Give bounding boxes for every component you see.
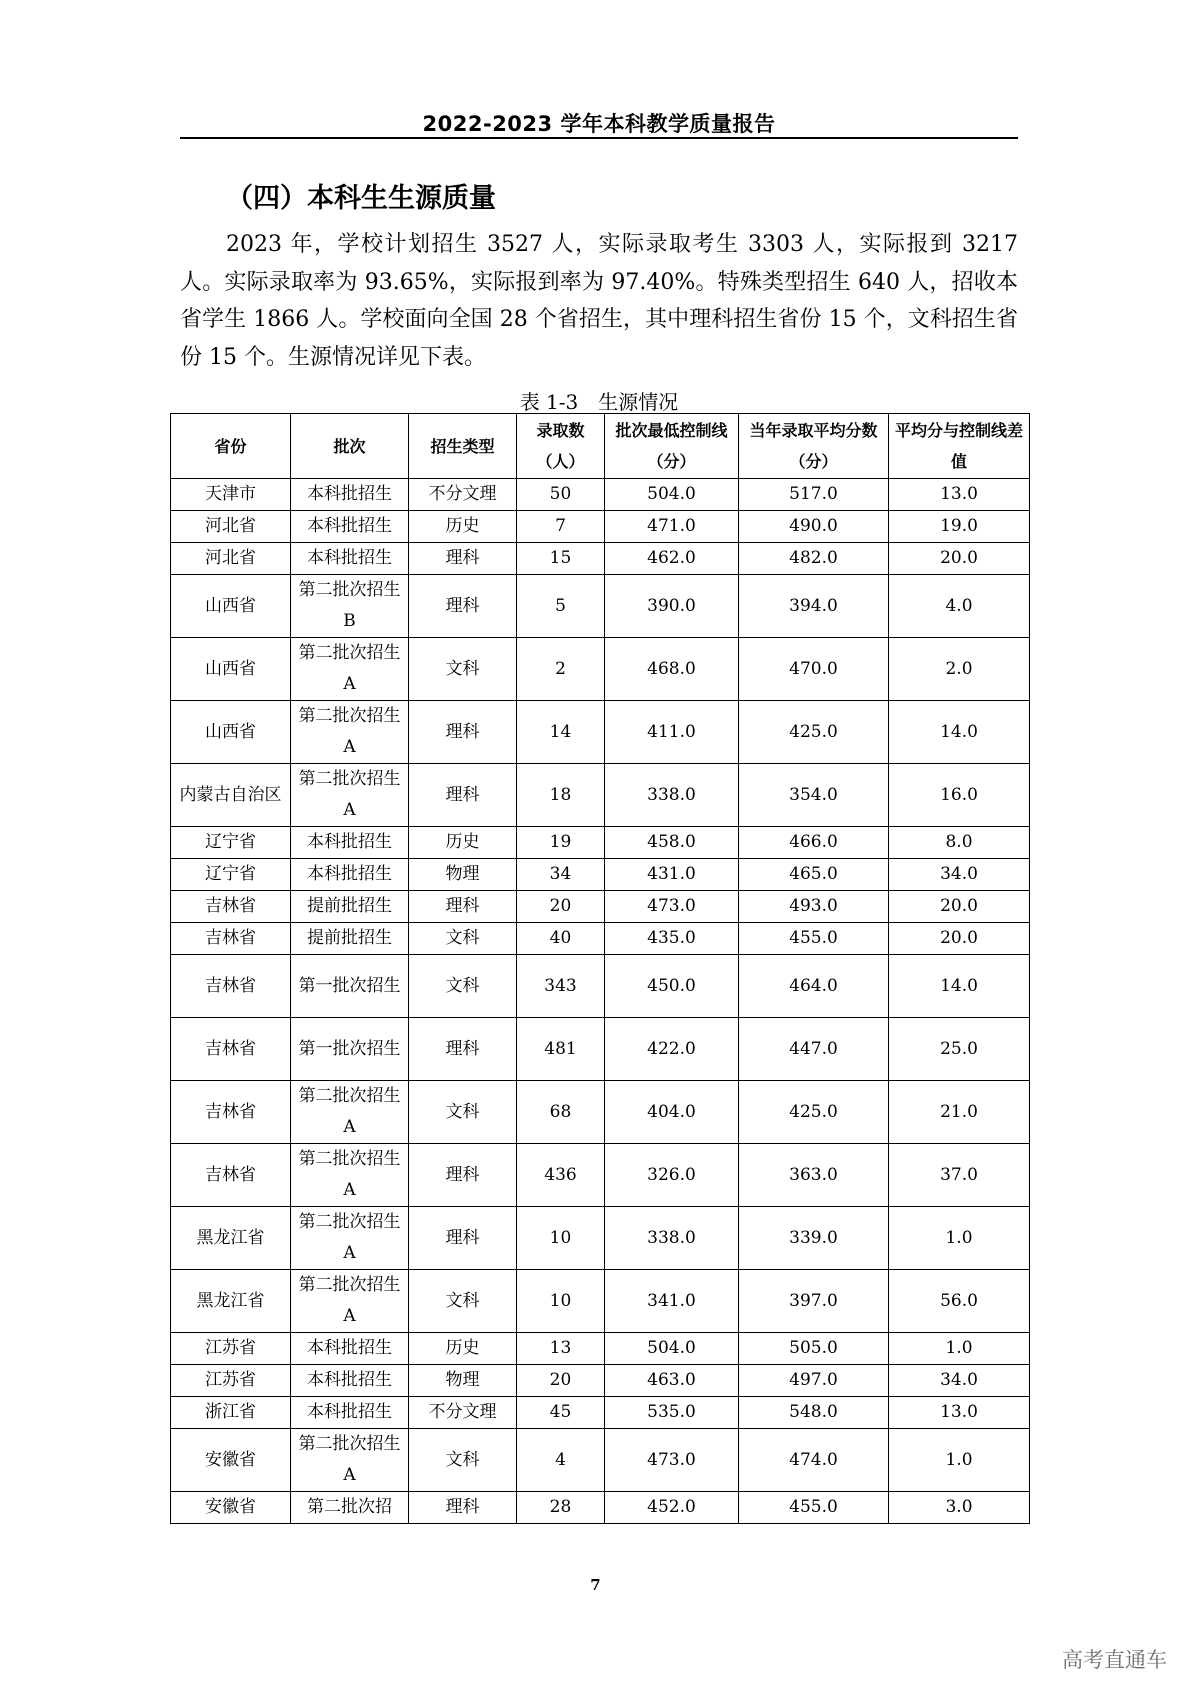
cell-province: 吉林省	[171, 1144, 291, 1207]
cell-batch: 本科批招生	[291, 543, 409, 575]
table-row	[171, 479, 1030, 511]
header-difference: 平均分与控制线差值	[889, 414, 1030, 479]
cell-difference: 21.0	[889, 1081, 1030, 1144]
cell-difference: 16.0	[889, 764, 1030, 827]
table-row	[171, 575, 1030, 638]
cell-control-line: 341.0	[605, 1270, 739, 1333]
cell-control-line: 390.0	[605, 575, 739, 638]
cell-batch: 第一批次招生	[291, 1018, 409, 1081]
cell-type: 理科	[409, 1207, 517, 1270]
cell-admitted: 15	[517, 543, 605, 575]
cell-admitted: 50	[517, 479, 605, 511]
cell-control-line: 535.0	[605, 1397, 739, 1429]
cell-batch: 提前批招生	[291, 891, 409, 923]
cell-province: 黑龙江省	[171, 1270, 291, 1333]
table-row	[171, 1207, 1030, 1270]
table-row	[171, 1333, 1030, 1365]
cell-average-score: 425.0	[739, 701, 889, 764]
cell-admitted: 19	[517, 827, 605, 859]
cell-type: 文科	[409, 638, 517, 701]
cell-type: 理科	[409, 891, 517, 923]
cell-average-score: 490.0	[739, 511, 889, 543]
cell-average-score: 465.0	[739, 859, 889, 891]
cell-control-line: 473.0	[605, 1429, 739, 1492]
cell-control-line: 473.0	[605, 891, 739, 923]
cell-difference: 13.0	[889, 1397, 1030, 1429]
cell-province: 辽宁省	[171, 859, 291, 891]
cell-difference: 25.0	[889, 1018, 1030, 1081]
cell-difference: 1.0	[889, 1333, 1030, 1365]
cell-admitted: 7	[517, 511, 605, 543]
table-row	[171, 764, 1030, 827]
table-row	[171, 1397, 1030, 1429]
cell-difference: 14.0	[889, 955, 1030, 1018]
table-body	[171, 479, 1030, 1524]
cell-average-score: 548.0	[739, 1397, 889, 1429]
cell-control-line: 450.0	[605, 955, 739, 1018]
cell-average-score: 464.0	[739, 955, 889, 1018]
cell-type: 理科	[409, 701, 517, 764]
cell-batch: 第二批次招生A	[291, 1144, 409, 1207]
cell-admitted: 28	[517, 1492, 605, 1524]
cell-difference: 4.0	[889, 575, 1030, 638]
cell-average-score: 339.0	[739, 1207, 889, 1270]
table-row	[171, 638, 1030, 701]
cell-control-line: 462.0	[605, 543, 739, 575]
cell-average-score: 394.0	[739, 575, 889, 638]
cell-admitted: 14	[517, 701, 605, 764]
cell-average-score: 470.0	[739, 638, 889, 701]
cell-control-line: 504.0	[605, 479, 739, 511]
report-header-title: 2022-2023 学年本科教学质量报告	[422, 112, 776, 136]
cell-province: 吉林省	[171, 955, 291, 1018]
header-batch: 批次	[291, 414, 409, 479]
cell-control-line: 452.0	[605, 1492, 739, 1524]
cell-difference: 8.0	[889, 827, 1030, 859]
cell-batch: 本科批招生	[291, 479, 409, 511]
cell-average-score: 517.0	[739, 479, 889, 511]
table-row	[171, 701, 1030, 764]
cell-control-line: 422.0	[605, 1018, 739, 1081]
header-type: 招生类型	[409, 414, 517, 479]
intro-paragraph: 2023 年，学校计划招生 3527 人，实际录取考生 3303 人，实际报到 3217 人。实际录取率为 93.65%，实际报到率为 97.40%。特殊类型招生 640 人，招收本省学生 1866 人。学校面向全国 28 个省招生，其中理科招生省份 15 个，文科招生省份 15 个。生源情况详见下表。	[180, 232, 1018, 370]
cell-batch: 第二批次招生A	[291, 638, 409, 701]
cell-province: 山西省	[171, 701, 291, 764]
cell-difference: 37.0	[889, 1144, 1030, 1207]
table-row	[171, 1018, 1030, 1081]
cell-batch: 第二批次招生A	[291, 1270, 409, 1333]
cell-province: 吉林省	[171, 891, 291, 923]
cell-province: 吉林省	[171, 923, 291, 955]
cell-province: 吉林省	[171, 1018, 291, 1081]
table-row	[171, 955, 1030, 1018]
cell-batch: 第二批次招生A	[291, 1207, 409, 1270]
cell-type: 文科	[409, 955, 517, 1018]
cell-province: 江苏省	[171, 1333, 291, 1365]
cell-control-line: 404.0	[605, 1081, 739, 1144]
cell-type: 理科	[409, 543, 517, 575]
cell-type: 理科	[409, 1492, 517, 1524]
cell-province: 安徽省	[171, 1492, 291, 1524]
header-admitted: 录取数（人）	[517, 414, 605, 479]
cell-province: 内蒙古自治区	[171, 764, 291, 827]
cell-difference: 1.0	[889, 1429, 1030, 1492]
cell-admitted: 343	[517, 955, 605, 1018]
cell-difference: 56.0	[889, 1270, 1030, 1333]
cell-average-score: 466.0	[739, 827, 889, 859]
table-row	[171, 1429, 1030, 1492]
cell-control-line: 338.0	[605, 764, 739, 827]
cell-type: 理科	[409, 1018, 517, 1081]
cell-admitted: 4	[517, 1429, 605, 1492]
cell-average-score: 455.0	[739, 923, 889, 955]
cell-admitted: 436	[517, 1144, 605, 1207]
cell-province: 河北省	[171, 543, 291, 575]
table-caption: 表 1-3 生源情况	[519, 390, 679, 414]
cell-control-line: 471.0	[605, 511, 739, 543]
cell-difference: 14.0	[889, 701, 1030, 764]
cell-admitted: 20	[517, 1365, 605, 1397]
table-row	[171, 1365, 1030, 1397]
cell-batch: 提前批招生	[291, 923, 409, 955]
cell-control-line: 411.0	[605, 701, 739, 764]
table-row	[171, 859, 1030, 891]
cell-type: 文科	[409, 1429, 517, 1492]
cell-average-score: 397.0	[739, 1270, 889, 1333]
cell-admitted: 20	[517, 891, 605, 923]
cell-batch: 第二批次招生B	[291, 575, 409, 638]
cell-average-score: 425.0	[739, 1081, 889, 1144]
cell-type: 理科	[409, 575, 517, 638]
cell-admitted: 481	[517, 1018, 605, 1081]
cell-admitted: 10	[517, 1270, 605, 1333]
cell-province: 山西省	[171, 575, 291, 638]
cell-type: 文科	[409, 1081, 517, 1144]
table-header-row	[171, 414, 1030, 479]
cell-province: 浙江省	[171, 1397, 291, 1429]
cell-batch: 本科批招生	[291, 1333, 409, 1365]
cell-batch: 第一批次招生	[291, 955, 409, 1018]
cell-average-score: 455.0	[739, 1492, 889, 1524]
cell-type: 文科	[409, 1270, 517, 1333]
cell-province: 吉林省	[171, 1081, 291, 1144]
header-control-line: 批次最低控制线（分）	[605, 414, 739, 479]
table-row	[171, 891, 1030, 923]
cell-difference: 20.0	[889, 543, 1030, 575]
page-number: 7	[590, 1576, 601, 1594]
cell-type: 理科	[409, 764, 517, 827]
cell-difference: 20.0	[889, 923, 1030, 955]
cell-batch: 第二批次招	[291, 1492, 409, 1524]
cell-difference: 20.0	[889, 891, 1030, 923]
cell-batch: 本科批招生	[291, 827, 409, 859]
cell-average-score: 493.0	[739, 891, 889, 923]
cell-province: 江苏省	[171, 1365, 291, 1397]
cell-type: 历史	[409, 827, 517, 859]
table-row	[171, 827, 1030, 859]
table-row	[171, 1144, 1030, 1207]
enrollment-source-table	[170, 413, 1030, 1524]
cell-batch: 本科批招生	[291, 1365, 409, 1397]
cell-admitted: 45	[517, 1397, 605, 1429]
cell-province: 辽宁省	[171, 827, 291, 859]
cell-batch: 本科批招生	[291, 859, 409, 891]
cell-province: 安徽省	[171, 1429, 291, 1492]
cell-difference: 2.0	[889, 638, 1030, 701]
cell-batch: 第二批次招生A	[291, 1429, 409, 1492]
cell-type: 不分文理	[409, 479, 517, 511]
cell-admitted: 2	[517, 638, 605, 701]
cell-province: 天津市	[171, 479, 291, 511]
cell-difference: 34.0	[889, 859, 1030, 891]
cell-control-line: 463.0	[605, 1365, 739, 1397]
cell-admitted: 68	[517, 1081, 605, 1144]
cell-batch: 本科批招生	[291, 511, 409, 543]
table-row	[171, 1492, 1030, 1524]
cell-difference: 19.0	[889, 511, 1030, 543]
cell-batch: 第二批次招生A	[291, 701, 409, 764]
cell-admitted: 13	[517, 1333, 605, 1365]
cell-type: 不分文理	[409, 1397, 517, 1429]
cell-type: 物理	[409, 859, 517, 891]
cell-control-line: 458.0	[605, 827, 739, 859]
cell-control-line: 326.0	[605, 1144, 739, 1207]
table-row	[171, 923, 1030, 955]
cell-average-score: 505.0	[739, 1333, 889, 1365]
cell-control-line: 468.0	[605, 638, 739, 701]
cell-batch: 第二批次招生A	[291, 764, 409, 827]
cell-admitted: 5	[517, 575, 605, 638]
cell-batch: 第二批次招生A	[291, 1081, 409, 1144]
header-rule	[180, 137, 1018, 139]
watermark-text: 高考直通车	[1062, 1648, 1167, 1672]
cell-control-line: 504.0	[605, 1333, 739, 1365]
section-title: （四）本科生生源质量	[226, 183, 496, 214]
cell-average-score: 474.0	[739, 1429, 889, 1492]
cell-average-score: 363.0	[739, 1144, 889, 1207]
cell-difference: 1.0	[889, 1207, 1030, 1270]
cell-average-score: 497.0	[739, 1365, 889, 1397]
cell-difference: 13.0	[889, 479, 1030, 511]
cell-difference: 34.0	[889, 1365, 1030, 1397]
cell-admitted: 10	[517, 1207, 605, 1270]
cell-province: 黑龙江省	[171, 1207, 291, 1270]
cell-average-score: 447.0	[739, 1018, 889, 1081]
cell-type: 历史	[409, 1333, 517, 1365]
header-province: 省份	[171, 414, 291, 479]
cell-control-line: 338.0	[605, 1207, 739, 1270]
table-row	[171, 511, 1030, 543]
cell-control-line: 431.0	[605, 859, 739, 891]
cell-admitted: 34	[517, 859, 605, 891]
header-average-score: 当年录取平均分数（分）	[739, 414, 889, 479]
cell-control-line: 435.0	[605, 923, 739, 955]
cell-province: 河北省	[171, 511, 291, 543]
cell-type: 物理	[409, 1365, 517, 1397]
cell-average-score: 354.0	[739, 764, 889, 827]
cell-average-score: 482.0	[739, 543, 889, 575]
cell-type: 文科	[409, 923, 517, 955]
cell-admitted: 40	[517, 923, 605, 955]
cell-province: 山西省	[171, 638, 291, 701]
table-row	[171, 543, 1030, 575]
cell-difference: 3.0	[889, 1492, 1030, 1524]
cell-batch: 本科批招生	[291, 1397, 409, 1429]
cell-type: 历史	[409, 511, 517, 543]
cell-admitted: 18	[517, 764, 605, 827]
table-row	[171, 1081, 1030, 1144]
cell-type: 理科	[409, 1144, 517, 1207]
table-row	[171, 1270, 1030, 1333]
